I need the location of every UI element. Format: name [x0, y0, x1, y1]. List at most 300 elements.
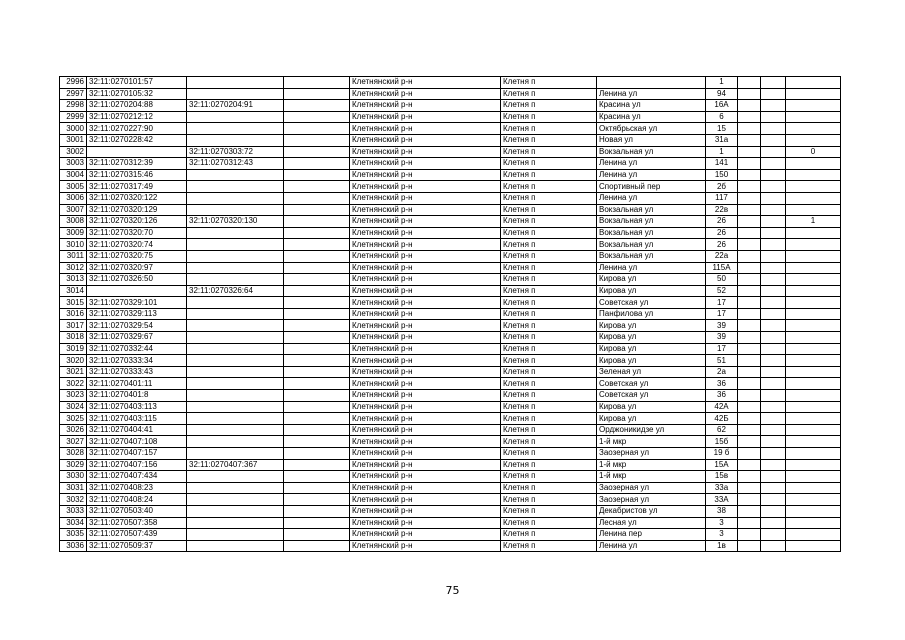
district-cell: Клетнянский р-н [350, 366, 501, 378]
value-cell [786, 227, 841, 239]
house-number-cell: 3 [706, 517, 738, 529]
house-number-cell: 26 [706, 239, 738, 251]
district-cell: Клетнянский р-н [350, 320, 501, 332]
locality-cell: Клетня п [501, 517, 597, 529]
locality-cell: Клетня п [501, 390, 597, 402]
empty-cell [284, 77, 350, 89]
street-cell: Декабристов ул [597, 505, 706, 517]
extra-cell-1 [738, 100, 761, 112]
district-cell: Клетнянский р-н [350, 517, 501, 529]
value-cell [786, 459, 841, 471]
value-cell [786, 250, 841, 262]
extra-cell-2 [761, 227, 786, 239]
locality-cell: Клетня п [501, 204, 597, 216]
row-number-cell: 2998 [60, 100, 87, 112]
house-number-cell: 62 [706, 424, 738, 436]
row-number-cell: 3032 [60, 494, 87, 506]
value-cell [786, 239, 841, 251]
house-number-cell: 33а [706, 482, 738, 494]
locality-cell: Клетня п [501, 181, 597, 193]
locality-cell: Клетня п [501, 308, 597, 320]
district-cell: Клетнянский р-н [350, 482, 501, 494]
related-cadastral-cell [187, 355, 284, 367]
extra-cell-2 [761, 123, 786, 135]
locality-cell: Клетня п [501, 216, 597, 228]
cadastral-number-cell: 32:11:0270407:157 [87, 448, 187, 460]
row-number-cell: 3007 [60, 204, 87, 216]
extra-cell-2 [761, 413, 786, 425]
row-number-cell: 3011 [60, 250, 87, 262]
table-row [60, 390, 841, 402]
extra-cell-2 [761, 505, 786, 517]
cadastral-number-cell: 32:11:0270404:41 [87, 424, 187, 436]
extra-cell-1 [738, 274, 761, 286]
value-cell [786, 100, 841, 112]
value-cell [786, 204, 841, 216]
table-row [60, 378, 841, 390]
house-number-cell: 33А [706, 494, 738, 506]
street-cell: Вокзальная ул [597, 239, 706, 251]
district-cell: Клетнянский р-н [350, 77, 501, 89]
street-cell: Зеленая ул [597, 366, 706, 378]
locality-cell: Клетня п [501, 401, 597, 413]
locality-cell: Клетня п [501, 424, 597, 436]
table-row [60, 343, 841, 355]
street-cell: Красина ул [597, 100, 706, 112]
row-number-cell: 3006 [60, 192, 87, 204]
locality-cell: Клетня п [501, 250, 597, 262]
cadastral-number-cell: 32:11:0270320:126 [87, 216, 187, 228]
locality-cell: Клетня п [501, 505, 597, 517]
extra-cell-2 [761, 181, 786, 193]
related-cadastral-cell [187, 204, 284, 216]
empty-cell [284, 274, 350, 286]
district-cell: Клетнянский р-н [350, 390, 501, 402]
extra-cell-1 [738, 134, 761, 146]
locality-cell: Клетня п [501, 134, 597, 146]
related-cadastral-cell: 32:11:0270312:43 [187, 158, 284, 170]
value-cell [786, 77, 841, 89]
extra-cell-1 [738, 540, 761, 552]
house-number-cell: 15в [706, 471, 738, 483]
extra-cell-2 [761, 100, 786, 112]
cadastral-number-cell: 32:11:0270320:122 [87, 192, 187, 204]
district-cell: Клетнянский р-н [350, 494, 501, 506]
related-cadastral-cell [187, 111, 284, 123]
empty-cell [284, 146, 350, 158]
locality-cell: Клетня п [501, 494, 597, 506]
cadastral-number-cell [87, 285, 187, 297]
district-cell: Клетнянский р-н [350, 204, 501, 216]
value-cell [786, 320, 841, 332]
value-cell [786, 169, 841, 181]
house-number-cell: 36 [706, 390, 738, 402]
cadastral-number-cell: 32:11:0270329:54 [87, 320, 187, 332]
extra-cell-2 [761, 134, 786, 146]
district-cell: Клетнянский р-н [350, 459, 501, 471]
extra-cell-1 [738, 146, 761, 158]
related-cadastral-cell [187, 540, 284, 552]
table-row [60, 169, 841, 181]
row-number-cell: 3031 [60, 482, 87, 494]
street-cell: 1-й мкр [597, 471, 706, 483]
related-cadastral-cell [187, 297, 284, 309]
row-number-cell: 3013 [60, 274, 87, 286]
value-cell: 0 [786, 146, 841, 158]
district-cell: Клетнянский р-н [350, 401, 501, 413]
related-cadastral-cell [187, 169, 284, 181]
street-cell: Кирова ул [597, 413, 706, 425]
value-cell [786, 413, 841, 425]
cadastral-number-cell: 32:11:0270105:32 [87, 88, 187, 100]
locality-cell: Клетня п [501, 332, 597, 344]
row-number-cell: 3015 [60, 297, 87, 309]
extra-cell-2 [761, 250, 786, 262]
street-cell: Новая ул [597, 134, 706, 146]
empty-cell [284, 169, 350, 181]
table-row [60, 285, 841, 297]
extra-cell-1 [738, 378, 761, 390]
street-cell: Ленина ул [597, 88, 706, 100]
value-cell [786, 297, 841, 309]
cadastral-number-cell: 32:11:0270320:129 [87, 204, 187, 216]
extra-cell-2 [761, 494, 786, 506]
row-number-cell: 3002 [60, 146, 87, 158]
house-number-cell: 50 [706, 274, 738, 286]
empty-cell [284, 181, 350, 193]
empty-cell [284, 355, 350, 367]
district-cell: Клетнянский р-н [350, 88, 501, 100]
street-cell: Кирова ул [597, 274, 706, 286]
row-number-cell: 2996 [60, 77, 87, 89]
extra-cell-2 [761, 517, 786, 529]
table-row [60, 494, 841, 506]
extra-cell-1 [738, 343, 761, 355]
house-number-cell: 52 [706, 285, 738, 297]
street-cell: Советская ул [597, 297, 706, 309]
row-number-cell: 3003 [60, 158, 87, 170]
document-page [59, 76, 840, 552]
extra-cell-1 [738, 459, 761, 471]
house-number-cell: 115А [706, 262, 738, 274]
district-cell: Клетнянский р-н [350, 227, 501, 239]
related-cadastral-cell [187, 401, 284, 413]
house-number-cell: 42А [706, 401, 738, 413]
locality-cell: Клетня п [501, 471, 597, 483]
table-row [60, 320, 841, 332]
extra-cell-1 [738, 216, 761, 228]
value-cell [786, 355, 841, 367]
extra-cell-2 [761, 448, 786, 460]
extra-cell-2 [761, 482, 786, 494]
empty-cell [284, 424, 350, 436]
table-row [60, 146, 841, 158]
table-row [60, 250, 841, 262]
empty-cell [284, 390, 350, 402]
table-row [60, 517, 841, 529]
street-cell: Ленина ул [597, 169, 706, 181]
row-number-cell: 3005 [60, 181, 87, 193]
extra-cell-2 [761, 285, 786, 297]
table-row [60, 192, 841, 204]
extra-cell-2 [761, 88, 786, 100]
page-number: 75 [445, 584, 460, 597]
extra-cell-1 [738, 227, 761, 239]
table-row [60, 181, 841, 193]
extra-cell-1 [738, 505, 761, 517]
house-number-cell: 17 [706, 308, 738, 320]
district-cell: Клетнянский р-н [350, 343, 501, 355]
locality-cell: Клетня п [501, 285, 597, 297]
value-cell [786, 192, 841, 204]
extra-cell-2 [761, 192, 786, 204]
table-row [60, 111, 841, 123]
district-cell: Клетнянский р-н [350, 436, 501, 448]
extra-cell-2 [761, 378, 786, 390]
extra-cell-1 [738, 123, 761, 135]
extra-cell-2 [761, 459, 786, 471]
locality-cell: Клетня п [501, 448, 597, 460]
locality-cell: Клетня п [501, 320, 597, 332]
house-number-cell: 51 [706, 355, 738, 367]
empty-cell [284, 88, 350, 100]
street-cell: Советская ул [597, 378, 706, 390]
district-cell: Клетнянский р-н [350, 424, 501, 436]
house-number-cell: 117 [706, 192, 738, 204]
row-number-cell: 3018 [60, 332, 87, 344]
empty-cell [284, 436, 350, 448]
locality-cell: Клетня п [501, 77, 597, 89]
locality-cell: Клетня п [501, 482, 597, 494]
house-number-cell: 26 [706, 227, 738, 239]
value-cell [786, 332, 841, 344]
locality-cell: Клетня п [501, 262, 597, 274]
table-row [60, 158, 841, 170]
street-cell: Заозерная ул [597, 448, 706, 460]
street-cell: Кирова ул [597, 401, 706, 413]
cadastral-number-cell: 32:11:0270403:113 [87, 401, 187, 413]
related-cadastral-cell [187, 123, 284, 135]
locality-cell: Клетня п [501, 297, 597, 309]
row-number-cell: 2999 [60, 111, 87, 123]
related-cadastral-cell [187, 308, 284, 320]
row-number-cell: 3012 [60, 262, 87, 274]
empty-cell [284, 100, 350, 112]
value-cell [786, 181, 841, 193]
locality-cell: Клетня п [501, 529, 597, 541]
row-number-cell: 3010 [60, 239, 87, 251]
district-cell: Клетнянский р-н [350, 413, 501, 425]
table-row [60, 308, 841, 320]
extra-cell-2 [761, 436, 786, 448]
value-cell [786, 448, 841, 460]
street-cell: Вокзальная ул [597, 227, 706, 239]
house-number-cell: 19 б [706, 448, 738, 460]
street-cell: Панфилова ул [597, 308, 706, 320]
extra-cell-2 [761, 77, 786, 89]
street-cell: Ленина пер [597, 529, 706, 541]
house-number-cell: 42Б [706, 413, 738, 425]
row-number-cell: 3036 [60, 540, 87, 552]
related-cadastral-cell [187, 378, 284, 390]
extra-cell-2 [761, 262, 786, 274]
district-cell: Клетнянский р-н [350, 239, 501, 251]
related-cadastral-cell [187, 505, 284, 517]
row-number-cell: 3022 [60, 378, 87, 390]
extra-cell-1 [738, 413, 761, 425]
table-row [60, 355, 841, 367]
cadastral-number-cell [87, 146, 187, 158]
value-cell [786, 471, 841, 483]
cadastral-number-cell: 32:11:0270329:67 [87, 332, 187, 344]
table-row [60, 332, 841, 344]
extra-cell-2 [761, 158, 786, 170]
related-cadastral-cell: 32:11:0270303:72 [187, 146, 284, 158]
table-row [60, 471, 841, 483]
extra-cell-1 [738, 471, 761, 483]
house-number-cell: 2б [706, 181, 738, 193]
value-cell [786, 88, 841, 100]
house-number-cell: 94 [706, 88, 738, 100]
extra-cell-2 [761, 146, 786, 158]
cadastral-number-cell: 32:11:0270329:113 [87, 308, 187, 320]
cadastral-number-cell: 32:11:0270507:358 [87, 517, 187, 529]
related-cadastral-cell [187, 482, 284, 494]
related-cadastral-cell [187, 424, 284, 436]
extra-cell-2 [761, 529, 786, 541]
related-cadastral-cell [187, 448, 284, 460]
cadastral-number-cell: 32:11:0270407:434 [87, 471, 187, 483]
row-number-cell: 3026 [60, 424, 87, 436]
district-cell: Клетнянский р-н [350, 262, 501, 274]
empty-cell [284, 285, 350, 297]
extra-cell-1 [738, 529, 761, 541]
cadastral-number-cell: 32:11:0270407:108 [87, 436, 187, 448]
extra-cell-1 [738, 355, 761, 367]
district-cell: Клетнянский р-н [350, 505, 501, 517]
empty-cell [284, 332, 350, 344]
value-cell [786, 158, 841, 170]
table-row [60, 262, 841, 274]
extra-cell-1 [738, 332, 761, 344]
house-number-cell: 6 [706, 111, 738, 123]
table-row [60, 274, 841, 286]
value-cell [786, 262, 841, 274]
table-row [60, 413, 841, 425]
related-cadastral-cell: 32:11:0270407:367 [187, 459, 284, 471]
cadastral-number-cell: 32:11:0270332:44 [87, 343, 187, 355]
row-number-cell: 3024 [60, 401, 87, 413]
extra-cell-1 [738, 285, 761, 297]
related-cadastral-cell [187, 343, 284, 355]
empty-cell [284, 320, 350, 332]
row-number-cell: 2997 [60, 88, 87, 100]
row-number-cell: 3023 [60, 390, 87, 402]
table-row [60, 204, 841, 216]
house-number-cell: 17 [706, 343, 738, 355]
row-number-cell: 3004 [60, 169, 87, 181]
extra-cell-1 [738, 158, 761, 170]
row-number-cell: 3028 [60, 448, 87, 460]
table-row [60, 448, 841, 460]
value-cell [786, 436, 841, 448]
row-number-cell: 3001 [60, 134, 87, 146]
extra-cell-2 [761, 239, 786, 251]
cadastral-number-cell: 32:11:0270333:43 [87, 366, 187, 378]
empty-cell [284, 413, 350, 425]
related-cadastral-cell [187, 262, 284, 274]
district-cell: Клетнянский р-н [350, 448, 501, 460]
related-cadastral-cell [187, 320, 284, 332]
table-row [60, 134, 841, 146]
related-cadastral-cell [187, 413, 284, 425]
extra-cell-1 [738, 169, 761, 181]
table-row [60, 216, 841, 228]
table-row [60, 401, 841, 413]
empty-cell [284, 401, 350, 413]
empty-cell [284, 239, 350, 251]
cadastral-number-cell: 32:11:0270320:74 [87, 239, 187, 251]
extra-cell-1 [738, 401, 761, 413]
district-cell: Клетнянский р-н [350, 100, 501, 112]
value-cell [786, 482, 841, 494]
value-cell [786, 540, 841, 552]
district-cell: Клетнянский р-н [350, 123, 501, 135]
cadastral-number-cell: 32:11:0270509:37 [87, 540, 187, 552]
street-cell: Лесная ул [597, 517, 706, 529]
value-cell: 1 [786, 216, 841, 228]
extra-cell-1 [738, 390, 761, 402]
locality-cell: Клетня п [501, 274, 597, 286]
cadastral-number-cell: 32:11:0270212:12 [87, 111, 187, 123]
cadastral-number-cell: 32:11:0270401:11 [87, 378, 187, 390]
extra-cell-1 [738, 192, 761, 204]
district-cell: Клетнянский р-н [350, 285, 501, 297]
empty-cell [284, 111, 350, 123]
house-number-cell: 15А [706, 459, 738, 471]
locality-cell: Клетня п [501, 355, 597, 367]
related-cadastral-cell [187, 192, 284, 204]
empty-cell [284, 471, 350, 483]
empty-cell [284, 262, 350, 274]
value-cell [786, 401, 841, 413]
value-cell [786, 134, 841, 146]
empty-cell [284, 192, 350, 204]
cadastral-number-cell: 32:11:0270408:23 [87, 482, 187, 494]
district-cell: Клетнянский р-н [350, 297, 501, 309]
cadastral-number-cell: 32:11:0270407:156 [87, 459, 187, 471]
extra-cell-2 [761, 297, 786, 309]
locality-cell: Клетня п [501, 413, 597, 425]
district-cell: Клетнянский р-н [350, 111, 501, 123]
table-row [60, 540, 841, 552]
district-cell: Клетнянский р-н [350, 355, 501, 367]
street-cell: Кирова ул [597, 320, 706, 332]
house-number-cell: 3 [706, 529, 738, 541]
row-number-cell: 3034 [60, 517, 87, 529]
value-cell [786, 505, 841, 517]
extra-cell-1 [738, 366, 761, 378]
street-cell: Кирова ул [597, 343, 706, 355]
street-cell: Кирова ул [597, 285, 706, 297]
table-row [60, 482, 841, 494]
extra-cell-1 [738, 239, 761, 251]
cadastral-number-cell: 32:11:0270320:70 [87, 227, 187, 239]
street-cell: Ленина ул [597, 192, 706, 204]
district-cell: Клетнянский р-н [350, 250, 501, 262]
district-cell: Клетнянский р-н [350, 146, 501, 158]
street-cell: Кирова ул [597, 355, 706, 367]
